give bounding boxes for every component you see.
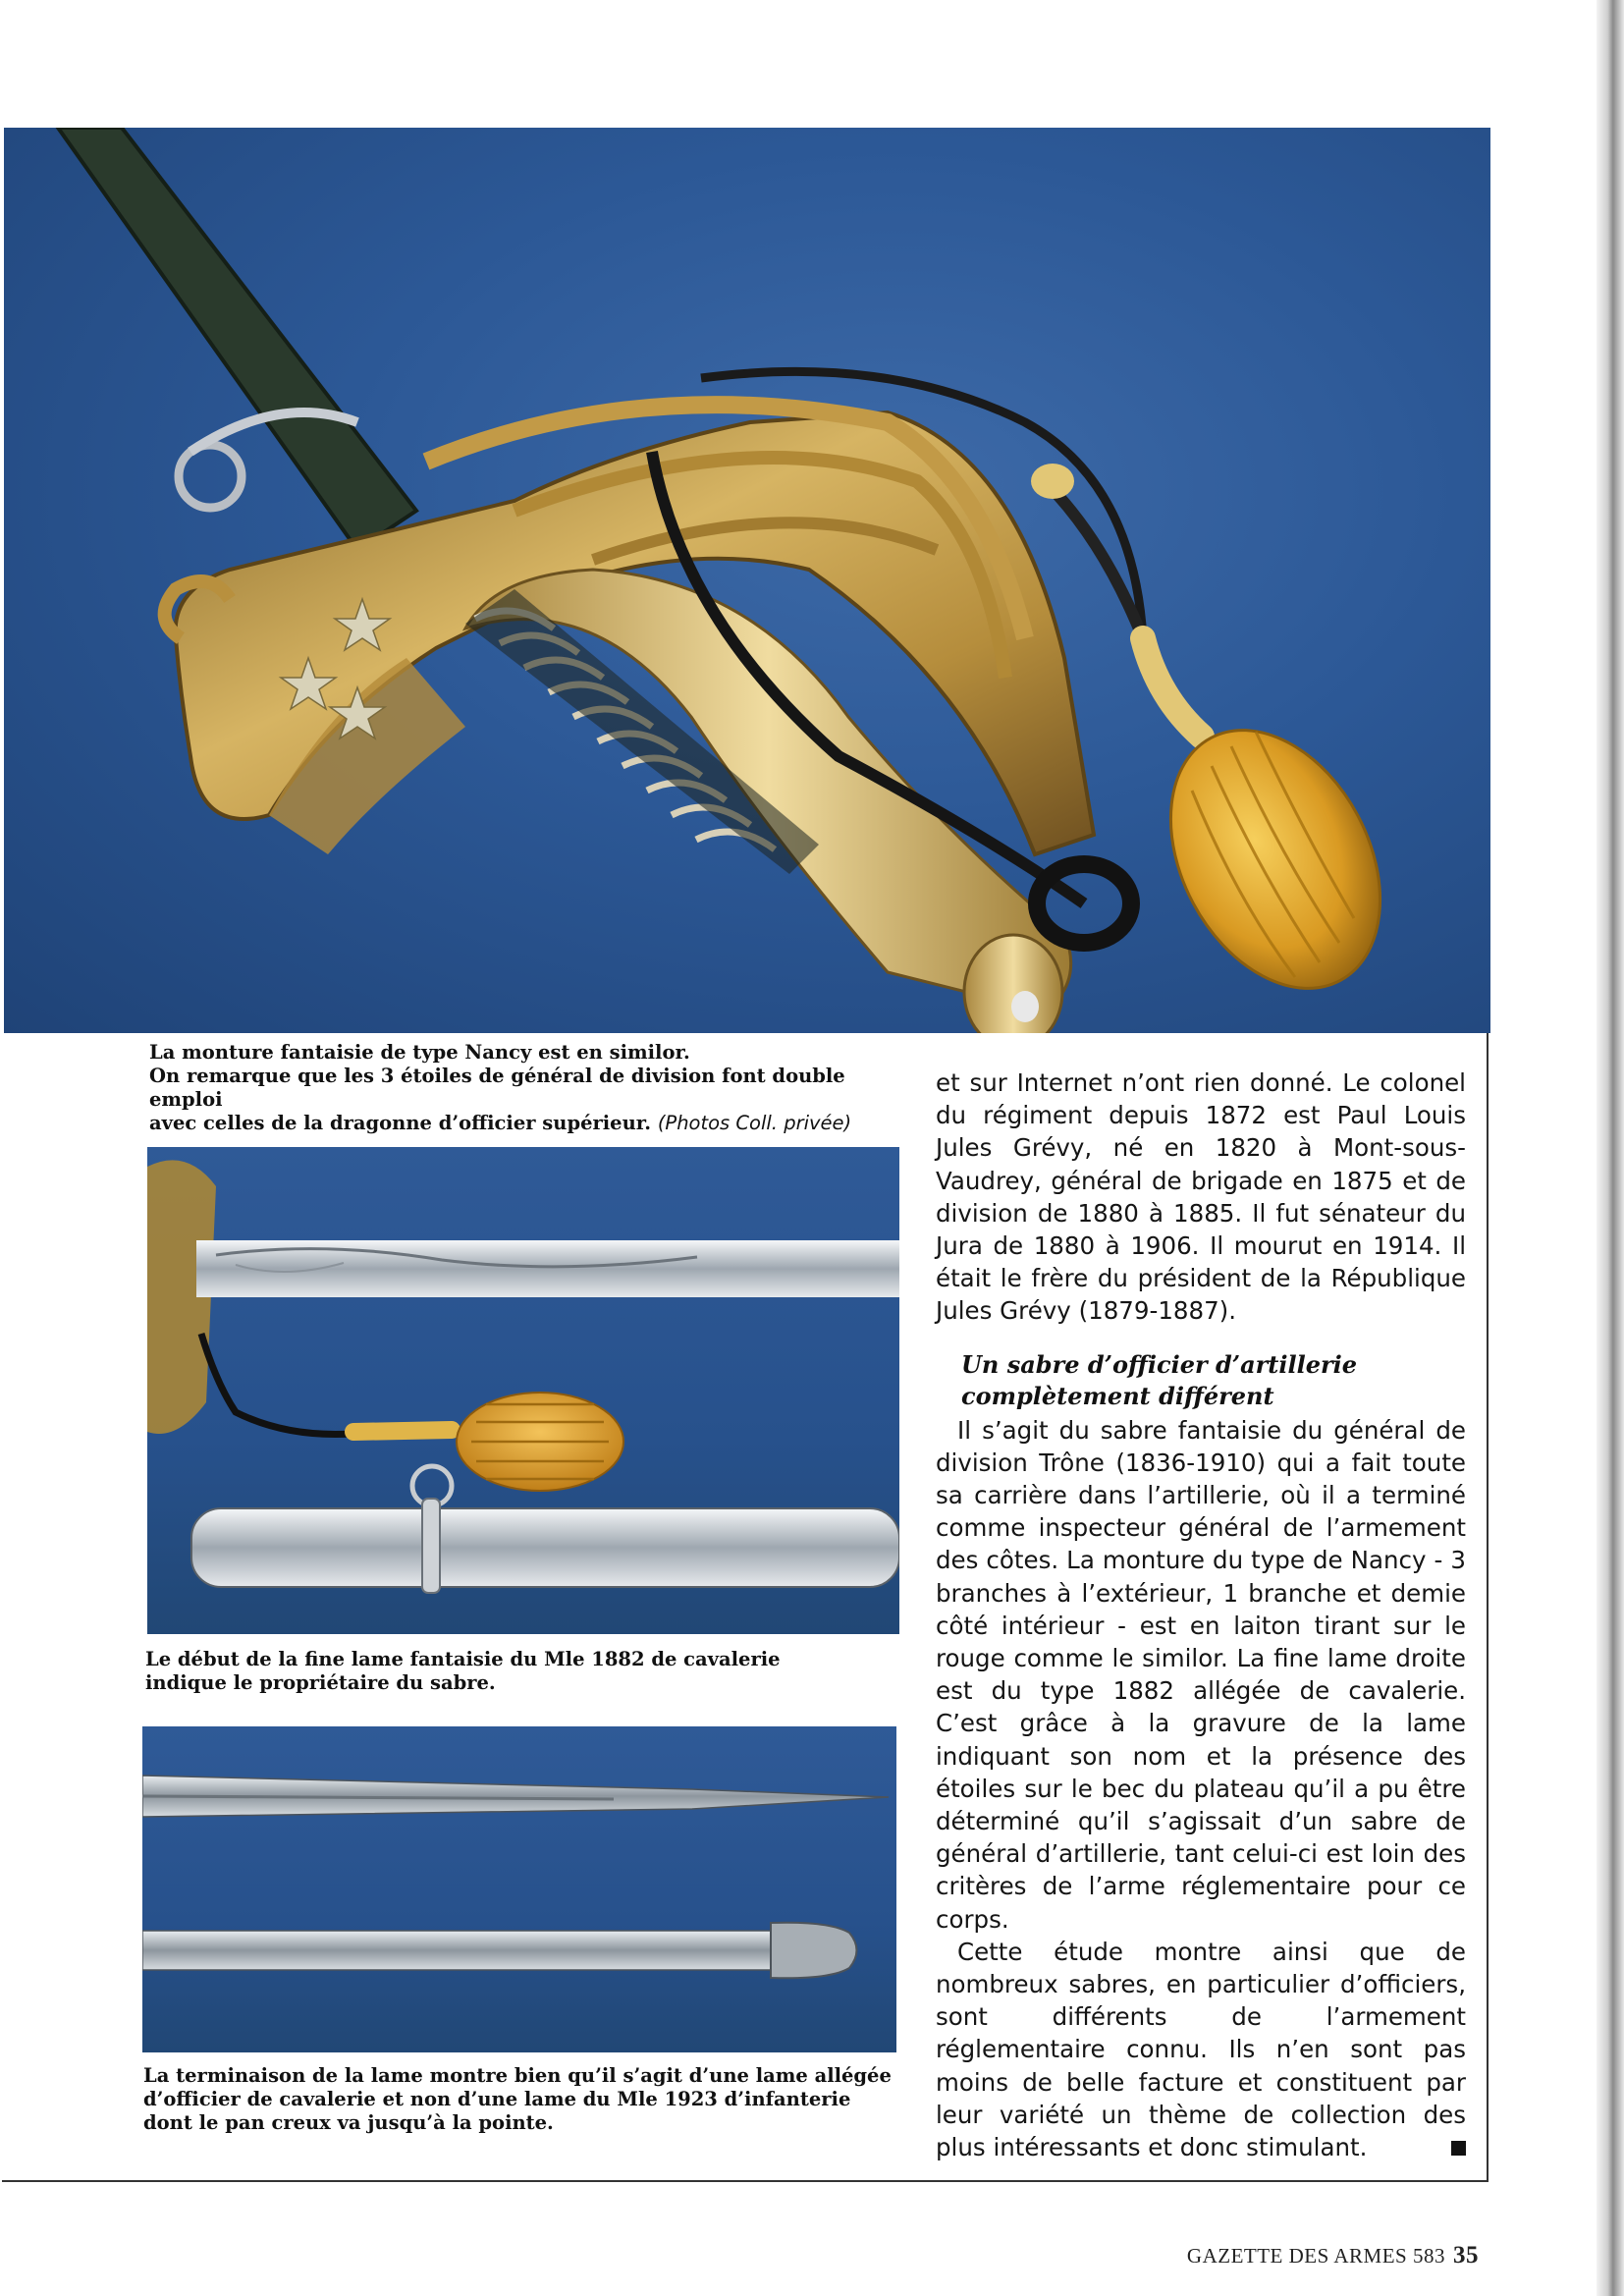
- page-footer: [1187, 2242, 1479, 2269]
- sabre-hilt-illustration: [4, 128, 1490, 1033]
- article-column: [936, 1066, 1466, 2163]
- caption-line: On remarque que les 3 étoiles de général de division font double emploi: [149, 1065, 845, 1111]
- photo-blade-end: [142, 1726, 896, 2052]
- caption-line: La monture fantaisie de type Nancy est en similor.: [149, 1041, 690, 1064]
- caption-line-text: avec celles de la dragonne d’officier supérieur.: [149, 1112, 652, 1134]
- section-heading-line: complètement différent: [961, 1381, 1274, 1410]
- caption-line: indique le propriétaire du sabre.: [145, 1671, 496, 1694]
- section-heading: [961, 1349, 1466, 1412]
- section-heading-line: Un sabre d’officier d’artillerie: [961, 1349, 1358, 1379]
- photo-credit: (Photos Coll. privée): [657, 1112, 852, 1134]
- blade-start-illustration: [147, 1147, 899, 1634]
- blade-end-illustration: [142, 1726, 896, 2052]
- caption-line: Le début de la fine lame fantaisie du Mle 1882 de cavalerie: [145, 1648, 781, 1670]
- page-number: 35: [1453, 2242, 1479, 2269]
- caption-blade-end: [143, 2064, 899, 2135]
- caption-line: d’officier de cavalerie et non d’une lame du Mle 1923 d’infanterie: [143, 2088, 851, 2110]
- publication-name: GAZETTE DES ARMES 583: [1186, 2244, 1445, 2268]
- page-edge: [1597, 0, 1624, 2296]
- hero-photo-sabre-hilt: [4, 128, 1490, 1033]
- article-paragraph: [936, 1936, 1466, 2163]
- caption-blade-start: [145, 1648, 892, 1695]
- article-paragraph: et sur Internet n’ont rien donné. Le colonel du régiment depuis 1872 est Paul Louis Jules Grévy, né en 1820 à Mont-sous-Vaudrey, général de brigade en 1875 et de division de 1880 à 1885. Il fut sénateur du Jura de 1880 à 1906. Il mourut en 1914. Il était le frère du président de la République Jules Grévy (1879-1887).: [936, 1068, 1466, 1326]
- photo-blade-start: [147, 1147, 899, 1634]
- end-mark-icon: [1451, 2141, 1466, 2156]
- article-paragraph: Il s’agit du sabre fantaisie du général de division Trône (1836-1910) qui a fait toute sa carrière dans l’artillerie, où il a terminé comme inspecteur général de l’armement des côtes. La monture du type de Nancy - 3 branches à l’extérieur, 1 branche et demie côté intérieur - est en laiton tirant sur le rouge comme le similor. La fine lame droite est du type 1882 allégée de cavalerie. C’est grâce à la gravure de la lame indiquant son nom et la présence des étoiles sur le bec du plateau qu’il a pu être déterminé qu’il s’agissait d’un sabre de général d’artillerie, tant celui-ci est loin des critères de l’arme réglementaire pour ce corps.: [936, 1415, 1466, 1934]
- caption-line: dont le pan creux va jusqu’à la pointe.: [143, 2111, 554, 2134]
- caption-line: [149, 1112, 895, 1135]
- caption-hero: [149, 1041, 895, 1135]
- article-paragraph-text: Cette étude montre ainsi que de nombreux sabres, en particulier d’officiers, sont différents de l’armement réglementaire connu. Ils n’en sont pas moins de belle facture et constituent par leur variété un thème de collection des plus intéressants et donc stimulant.: [936, 1937, 1466, 2162]
- caption-line: La terminaison de la lame montre bien qu’il s’agit d’une lame allégée: [143, 2064, 892, 2087]
